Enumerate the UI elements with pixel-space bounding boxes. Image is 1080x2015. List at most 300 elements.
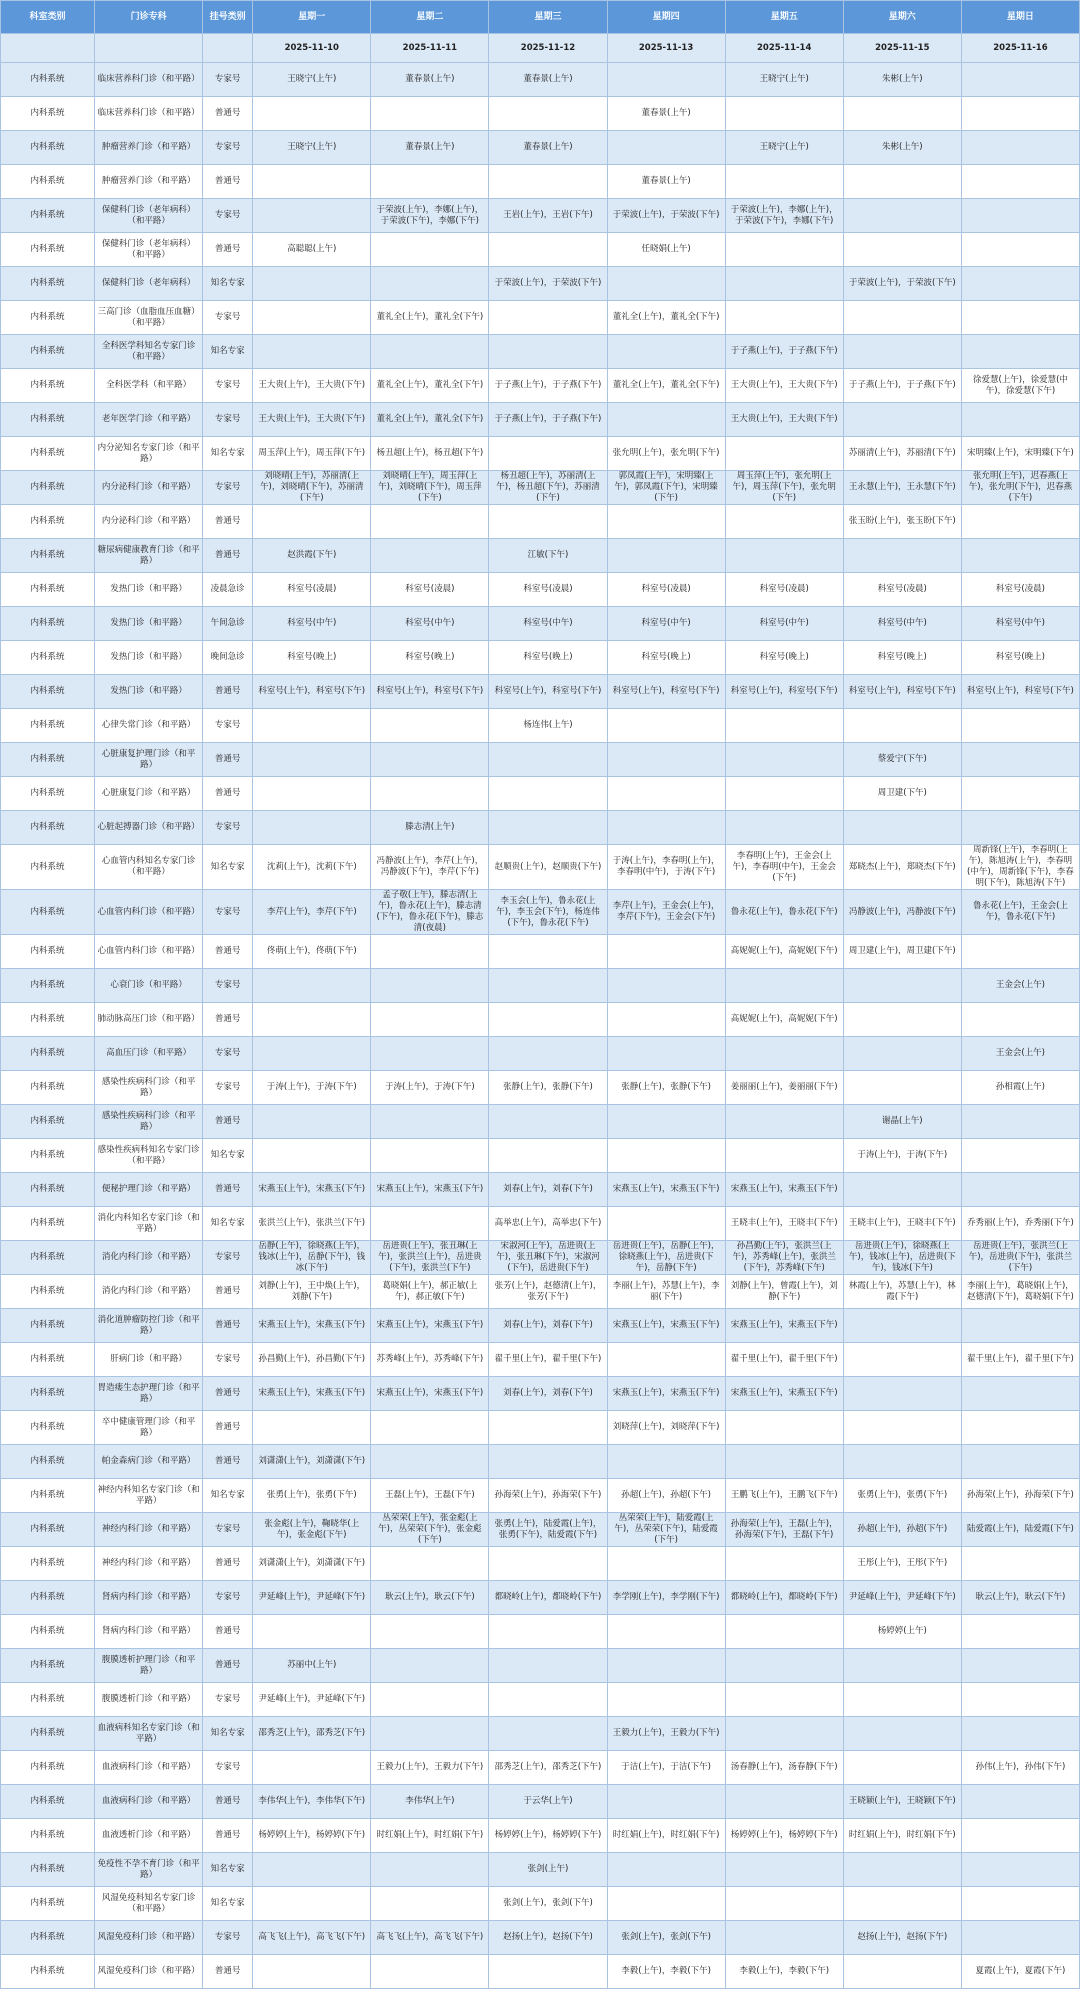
mon-cell bbox=[253, 165, 371, 199]
reg-type-cell: 凌晨急诊 bbox=[203, 573, 253, 607]
dept-category-cell: 内科系统 bbox=[1, 1003, 95, 1037]
dept-category-cell: 内科系统 bbox=[1, 1513, 95, 1547]
reg-type-cell: 知名专家 bbox=[203, 1887, 253, 1921]
table-row bbox=[1, 267, 1080, 301]
sat-cell bbox=[843, 969, 961, 1003]
header-monday: 星期一 bbox=[253, 1, 371, 34]
clinic-cell: 三高门诊（血脂血压血糖）（和平路） bbox=[95, 301, 203, 335]
sun-cell bbox=[961, 1309, 1079, 1343]
reg-type-cell: 专家号 bbox=[203, 1343, 253, 1377]
dept-category-cell: 内科系统 bbox=[1, 777, 95, 811]
sun-cell bbox=[961, 1377, 1079, 1411]
mon-cell: 李伟华(上午)，李伟华(下午) bbox=[253, 1785, 371, 1819]
fri-cell: 李毅(上午)，李毅(下午) bbox=[725, 1955, 843, 1989]
fri-cell: 于子燕(上午)，于子燕(下午) bbox=[725, 335, 843, 369]
sun-cell bbox=[961, 131, 1079, 165]
reg-type-cell: 专家号 bbox=[203, 1581, 253, 1615]
reg-type-cell: 专家号 bbox=[203, 890, 253, 935]
wed-cell bbox=[489, 1717, 607, 1751]
tue-cell: 董春景(上午) bbox=[371, 131, 489, 165]
fri-cell bbox=[725, 539, 843, 573]
wed-cell bbox=[489, 969, 607, 1003]
table-row bbox=[1, 1649, 1080, 1683]
reg-type-cell: 普通号 bbox=[203, 1309, 253, 1343]
wed-cell bbox=[489, 301, 607, 335]
mon-cell bbox=[253, 335, 371, 369]
header-saturday: 星期六 bbox=[843, 1, 961, 34]
tue-cell: 苏秀峰(上午)，苏秀峰(下午) bbox=[371, 1343, 489, 1377]
dept-category-cell: 内科系统 bbox=[1, 1275, 95, 1309]
wed-cell bbox=[489, 505, 607, 539]
wed-cell: 刘春(上午)，刘春(下午) bbox=[489, 1377, 607, 1411]
clinic-cell: 心脏康复护理门诊（和平路） bbox=[95, 743, 203, 777]
wed-cell bbox=[489, 335, 607, 369]
thu-cell bbox=[607, 1003, 725, 1037]
thu-cell bbox=[607, 505, 725, 539]
sun-cell bbox=[961, 1921, 1079, 1955]
tue-cell bbox=[371, 97, 489, 131]
dept-category-cell: 内科系统 bbox=[1, 1173, 95, 1207]
wed-cell bbox=[489, 1003, 607, 1037]
reg-type-cell: 专家号 bbox=[203, 471, 253, 505]
sun-cell bbox=[961, 1649, 1079, 1683]
sat-cell bbox=[843, 1071, 961, 1105]
clinic-cell: 感染性疾病科门诊（和平路） bbox=[95, 1105, 203, 1139]
fri-cell bbox=[725, 233, 843, 267]
clinic-cell: 保健科门诊（老年病科） bbox=[95, 267, 203, 301]
mon-cell bbox=[253, 811, 371, 845]
fri-cell bbox=[725, 1683, 843, 1717]
wed-cell bbox=[489, 1615, 607, 1649]
table-row bbox=[1, 1581, 1080, 1615]
thu-cell: 王毅力(上午)，王毅力(下午) bbox=[607, 1717, 725, 1751]
reg-type-cell: 普通号 bbox=[203, 1445, 253, 1479]
tue-cell bbox=[371, 1139, 489, 1173]
table-row bbox=[1, 845, 1080, 890]
wed-cell: 张勇(上午)，陆爱霞(上午)，张勇(下午)，陆爱霞(下午) bbox=[489, 1513, 607, 1547]
table-row bbox=[1, 777, 1080, 811]
clinic-cell: 肿瘤营养门诊（和平路） bbox=[95, 131, 203, 165]
sat-cell bbox=[843, 403, 961, 437]
table-row bbox=[1, 63, 1080, 97]
tue-cell bbox=[371, 539, 489, 573]
mon-cell: 张金彪(上午)，鞠晓华(上午)，张金彪(下午) bbox=[253, 1513, 371, 1547]
clinic-cell: 腹膜透析护理门诊（和平路） bbox=[95, 1649, 203, 1683]
clinic-cell: 临床营养科门诊（和平路） bbox=[95, 97, 203, 131]
dept-category-cell: 内科系统 bbox=[1, 301, 95, 335]
sat-cell: 林霞(上午)，苏慧(上午)，林霞(下午) bbox=[843, 1275, 961, 1309]
reg-type-cell: 普通号 bbox=[203, 1275, 253, 1309]
thu-cell bbox=[607, 1887, 725, 1921]
sat-cell bbox=[843, 1343, 961, 1377]
wed-cell: 杨丑超(上午)，苏丽清(上午)，杨丑超(下午)，苏丽清(下午) bbox=[489, 471, 607, 505]
clinic-cell: 心律失常门诊（和平路） bbox=[95, 709, 203, 743]
sun-cell bbox=[961, 1547, 1079, 1581]
sun-cell bbox=[961, 743, 1079, 777]
tue-cell bbox=[371, 267, 489, 301]
clinic-cell: 风湿免疫科门诊（和平路） bbox=[95, 1955, 203, 1989]
sat-cell: 朱彬(上午) bbox=[843, 131, 961, 165]
header-tuesday: 星期二 bbox=[371, 1, 489, 34]
fri-cell: 王晓宁(上午) bbox=[725, 131, 843, 165]
reg-type-cell: 普通号 bbox=[203, 1955, 253, 1989]
wed-cell bbox=[489, 437, 607, 471]
sun-cell bbox=[961, 1683, 1079, 1717]
dept-category-cell: 内科系统 bbox=[1, 267, 95, 301]
fri-cell: 周玉萍(上午)，张允明(上午)，周玉萍(下午)，张允明(下午) bbox=[725, 471, 843, 505]
mon-cell bbox=[253, 267, 371, 301]
reg-type-cell: 普通号 bbox=[203, 1003, 253, 1037]
sat-cell: 冯静波(上午)，冯静波(下午) bbox=[843, 890, 961, 935]
date-blank bbox=[95, 34, 203, 63]
thu-cell: 丛荣荣(上午)，陆爱霞(上午)，丛荣荣(下午)，陆爱霞(下午) bbox=[607, 1513, 725, 1547]
wed-cell bbox=[489, 233, 607, 267]
reg-type-cell: 普通号 bbox=[203, 1411, 253, 1445]
wed-cell: 宋淑河(上午)，岳进贵(上午)，张丑琳(下午)，宋淑河(下午)，岳进贵(下午) bbox=[489, 1241, 607, 1275]
dept-category-cell: 内科系统 bbox=[1, 675, 95, 709]
wed-cell bbox=[489, 1683, 607, 1717]
reg-type-cell: 专家号 bbox=[203, 1921, 253, 1955]
sat-cell bbox=[843, 1853, 961, 1887]
wed-cell bbox=[489, 1037, 607, 1071]
sat-cell: 于子燕(上午)，于子燕(下午) bbox=[843, 369, 961, 403]
mon-cell: 赵洪霞(下午) bbox=[253, 539, 371, 573]
mon-cell bbox=[253, 1037, 371, 1071]
wed-cell bbox=[489, 165, 607, 199]
wed-cell: 张剑(上午)，张剑(下午) bbox=[489, 1887, 607, 1921]
reg-type-cell: 知名专家 bbox=[203, 335, 253, 369]
thu-cell: 董礼全(上午)，董礼全(下午) bbox=[607, 301, 725, 335]
table-row bbox=[1, 1615, 1080, 1649]
mon-cell: 高聪聪(上午) bbox=[253, 233, 371, 267]
clinic-cell: 发热门诊（和平路） bbox=[95, 675, 203, 709]
fri-cell: 王大贵(上午)，王大贵(下午) bbox=[725, 403, 843, 437]
dept-category-cell: 内科系统 bbox=[1, 1343, 95, 1377]
mon-cell: 王晓宁(上午) bbox=[253, 63, 371, 97]
mon-cell: 王晓宁(上午) bbox=[253, 131, 371, 165]
table-row bbox=[1, 890, 1080, 935]
clinic-cell: 高血压门诊（和平路） bbox=[95, 1037, 203, 1071]
sun-cell: 陆爱霞(上午)，陆爱霞(下午) bbox=[961, 1513, 1079, 1547]
thu-cell bbox=[607, 1139, 725, 1173]
date-cell: 2025-11-15 bbox=[843, 34, 961, 63]
clinic-cell: 糖尿病健康教育门诊（和平路） bbox=[95, 539, 203, 573]
table-row bbox=[1, 97, 1080, 131]
sun-cell bbox=[961, 709, 1079, 743]
dept-category-cell: 内科系统 bbox=[1, 1649, 95, 1683]
dept-category-cell: 内科系统 bbox=[1, 97, 95, 131]
thu-cell bbox=[607, 1445, 725, 1479]
sat-cell bbox=[843, 539, 961, 573]
clinic-cell: 内分泌知名专家门诊（和平路） bbox=[95, 437, 203, 471]
wed-cell bbox=[489, 935, 607, 969]
clinic-cell: 帕金森病门诊（和平路） bbox=[95, 1445, 203, 1479]
wed-cell: 董春景(上午) bbox=[489, 63, 607, 97]
clinic-cell: 心血管内科门诊（和平路） bbox=[95, 890, 203, 935]
tue-cell: 刘晓晴(上午)，周玉萍(上午)，刘晓晴(下午)，周玉萍(下午) bbox=[371, 471, 489, 505]
clinic-cell: 便秘护理门诊（和平路） bbox=[95, 1173, 203, 1207]
thu-cell: 于洁(上午)，于洁(下午) bbox=[607, 1751, 725, 1785]
reg-type-cell: 普通号 bbox=[203, 935, 253, 969]
fri-cell: 宋燕玉(上午)，宋燕玉(下午) bbox=[725, 1377, 843, 1411]
sun-cell bbox=[961, 1853, 1079, 1887]
reg-type-cell: 普通号 bbox=[203, 233, 253, 267]
sat-cell bbox=[843, 335, 961, 369]
fri-cell bbox=[725, 1105, 843, 1139]
mon-cell bbox=[253, 709, 371, 743]
tue-cell bbox=[371, 1547, 489, 1581]
table-row bbox=[1, 1785, 1080, 1819]
date-row bbox=[1, 34, 1080, 63]
sat-cell: 杨婷婷(上午) bbox=[843, 1615, 961, 1649]
tue-cell: 科室号(中午) bbox=[371, 607, 489, 641]
reg-type-cell: 专家号 bbox=[203, 1241, 253, 1275]
table-row bbox=[1, 1037, 1080, 1071]
reg-type-cell: 知名专家 bbox=[203, 1853, 253, 1887]
mon-cell: 科室号(晚上) bbox=[253, 641, 371, 675]
sat-cell bbox=[843, 1377, 961, 1411]
clinic-cell: 血液透析门诊（和平路） bbox=[95, 1819, 203, 1853]
tue-cell: 于涛(上午)，于涛(下午) bbox=[371, 1071, 489, 1105]
table-row bbox=[1, 1343, 1080, 1377]
fri-cell bbox=[725, 1615, 843, 1649]
sat-cell: 王彤(上午)，王彤(下午) bbox=[843, 1547, 961, 1581]
thu-cell: 董春景(上午) bbox=[607, 165, 725, 199]
thu-cell: 宋燕玉(上午)，宋燕玉(下午) bbox=[607, 1173, 725, 1207]
reg-type-cell: 知名专家 bbox=[203, 1207, 253, 1241]
sun-cell bbox=[961, 335, 1079, 369]
sun-cell bbox=[961, 539, 1079, 573]
dept-category-cell: 内科系统 bbox=[1, 335, 95, 369]
tue-cell bbox=[371, 777, 489, 811]
sat-cell bbox=[843, 1887, 961, 1921]
wed-cell bbox=[489, 1445, 607, 1479]
thu-cell bbox=[607, 1547, 725, 1581]
sat-cell: 蔡爱宁(下午) bbox=[843, 743, 961, 777]
sat-cell: 岳进贵(上午)，徐晓燕(上午)，钱冰(上午)，岳进贵(下午)，钱冰(下午) bbox=[843, 1241, 961, 1275]
fri-cell bbox=[725, 1411, 843, 1445]
wed-cell: 张剑(上午) bbox=[489, 1853, 607, 1887]
tue-cell: 李伟华(上午) bbox=[371, 1785, 489, 1819]
sat-cell: 于涛(上午)，于涛(下午) bbox=[843, 1139, 961, 1173]
thu-cell: 李芹(上午)，王金会(上午)，李芹(下午)，王金会(下午) bbox=[607, 890, 725, 935]
dept-category-cell: 内科系统 bbox=[1, 607, 95, 641]
clinic-cell: 感染性疾病科门诊（和平路） bbox=[95, 1071, 203, 1105]
thu-cell bbox=[607, 335, 725, 369]
clinic-cell: 老年医学门诊（和平路） bbox=[95, 403, 203, 437]
wed-cell: 刘春(上午)，刘春(下午) bbox=[489, 1309, 607, 1343]
reg-type-cell: 专家号 bbox=[203, 369, 253, 403]
wed-cell: 邵秀芝(上午)，邵秀芝(下午) bbox=[489, 1751, 607, 1785]
mon-cell bbox=[253, 1003, 371, 1037]
sun-cell: 张允明(上午)，迟春燕(上午)，张允明(下午)，迟春燕(下午) bbox=[961, 471, 1079, 505]
thu-cell: 宋燕玉(上午)，宋燕玉(下午) bbox=[607, 1377, 725, 1411]
thu-cell: 李毅(上午)，李毅(下午) bbox=[607, 1955, 725, 1989]
thu-cell bbox=[607, 1649, 725, 1683]
table-row bbox=[1, 301, 1080, 335]
date-cell: 2025-11-14 bbox=[725, 34, 843, 63]
clinic-cell: 心衰门诊（和平路） bbox=[95, 969, 203, 1003]
wed-cell: 赵顺贵(上午)，赵顺贵(下午) bbox=[489, 845, 607, 890]
reg-type-cell: 普通号 bbox=[203, 539, 253, 573]
sat-cell bbox=[843, 1717, 961, 1751]
fri-cell: 科室号(上午)，科室号(下午) bbox=[725, 675, 843, 709]
dept-category-cell: 内科系统 bbox=[1, 505, 95, 539]
sat-cell bbox=[843, 1649, 961, 1683]
tue-cell: 宋燕玉(上午)，宋燕玉(下午) bbox=[371, 1377, 489, 1411]
tue-cell: 王磊(上午)，王磊(下午) bbox=[371, 1479, 489, 1513]
reg-type-cell: 普通号 bbox=[203, 1173, 253, 1207]
mon-cell: 孙昌勤(上午)，孙昌勤(下午) bbox=[253, 1343, 371, 1377]
table-row bbox=[1, 935, 1080, 969]
wed-cell bbox=[489, 1649, 607, 1683]
fri-cell: 姜丽丽(上午)，姜丽丽(下午) bbox=[725, 1071, 843, 1105]
sat-cell: 时红娟(上午)，时红娟(下午) bbox=[843, 1819, 961, 1853]
clinic-cell: 血液病科门诊（和平路） bbox=[95, 1785, 203, 1819]
clinic-cell: 全科医学科知名专家门诊（和平路） bbox=[95, 335, 203, 369]
thu-cell: 科室号(晚上) bbox=[607, 641, 725, 675]
sun-cell bbox=[961, 233, 1079, 267]
fri-cell: 科室号(凌晨) bbox=[725, 573, 843, 607]
dept-category-cell: 内科系统 bbox=[1, 63, 95, 97]
sat-cell bbox=[843, 811, 961, 845]
sun-cell: 科室号(中午) bbox=[961, 607, 1079, 641]
dept-category-cell: 内科系统 bbox=[1, 1615, 95, 1649]
date-cell: 2025-11-10 bbox=[253, 34, 371, 63]
clinic-cell: 消化道肿瘤防控门诊（和平路） bbox=[95, 1309, 203, 1343]
thu-cell bbox=[607, 1207, 725, 1241]
sun-cell: 科室号(凌晨) bbox=[961, 573, 1079, 607]
mon-cell: 李芹(上午)，李芹(下午) bbox=[253, 890, 371, 935]
table-row bbox=[1, 1819, 1080, 1853]
dept-category-cell: 内科系统 bbox=[1, 1037, 95, 1071]
reg-type-cell: 知名专家 bbox=[203, 1717, 253, 1751]
wed-cell: 于荣波(上午)，于荣波(下午) bbox=[489, 267, 607, 301]
thu-cell: 李学刚(上午)，李学刚(下午) bbox=[607, 1581, 725, 1615]
table-row bbox=[1, 811, 1080, 845]
sun-cell bbox=[961, 97, 1079, 131]
tue-cell bbox=[371, 709, 489, 743]
fri-cell bbox=[725, 777, 843, 811]
sun-cell bbox=[961, 935, 1079, 969]
mon-cell: 佟萌(上午)，佟萌(下午) bbox=[253, 935, 371, 969]
table-row bbox=[1, 1139, 1080, 1173]
sun-cell: 科室号(晚上) bbox=[961, 641, 1079, 675]
mon-cell: 高飞飞(上午)，高飞飞(下午) bbox=[253, 1921, 371, 1955]
wed-cell bbox=[489, 811, 607, 845]
tue-cell bbox=[371, 1207, 489, 1241]
sun-cell bbox=[961, 403, 1079, 437]
table-row bbox=[1, 1173, 1080, 1207]
fri-cell bbox=[725, 1037, 843, 1071]
sun-cell bbox=[961, 811, 1079, 845]
table-row bbox=[1, 1547, 1080, 1581]
sat-cell: 周卫建(下午) bbox=[843, 777, 961, 811]
dept-category-cell: 内科系统 bbox=[1, 1411, 95, 1445]
fri-cell bbox=[725, 1445, 843, 1479]
dept-category-cell: 内科系统 bbox=[1, 165, 95, 199]
thu-cell bbox=[607, 63, 725, 97]
reg-type-cell: 晚间急诊 bbox=[203, 641, 253, 675]
dept-category-cell: 内科系统 bbox=[1, 1819, 95, 1853]
sun-cell bbox=[961, 777, 1079, 811]
thu-cell bbox=[607, 811, 725, 845]
tue-cell: 董礼全(上午)，董礼全(下午) bbox=[371, 403, 489, 437]
tue-cell: 葛晓娟(上午)，郝正敏(上午)，郝正敏(下午) bbox=[371, 1275, 489, 1309]
table-row bbox=[1, 199, 1080, 233]
wed-cell: 江敏(下午) bbox=[489, 539, 607, 573]
mon-cell bbox=[253, 1887, 371, 1921]
clinic-cell: 保健科门诊（老年病科）（和平路） bbox=[95, 233, 203, 267]
dept-category-cell: 内科系统 bbox=[1, 1479, 95, 1513]
table-row bbox=[1, 233, 1080, 267]
fri-cell bbox=[725, 1547, 843, 1581]
table-row bbox=[1, 641, 1080, 675]
fri-cell bbox=[725, 1853, 843, 1887]
date-cell: 2025-11-12 bbox=[489, 34, 607, 63]
clinic-cell: 肿瘤营养门诊（和平路） bbox=[95, 165, 203, 199]
sat-cell: 科室号(晚上) bbox=[843, 641, 961, 675]
reg-type-cell: 普通号 bbox=[203, 743, 253, 777]
date-blank bbox=[203, 34, 253, 63]
clinic-cell: 内分泌科门诊（和平路） bbox=[95, 505, 203, 539]
wed-cell: 科室号(中午) bbox=[489, 607, 607, 641]
thu-cell: 岳进贵(上午)，岳静(上午)，徐晓燕(上午)，岳进贵(下午)，岳静(下午) bbox=[607, 1241, 725, 1275]
table-row bbox=[1, 335, 1080, 369]
clinic-cell: 全科医学科（和平路） bbox=[95, 369, 203, 403]
date-cell: 2025-11-13 bbox=[607, 34, 725, 63]
table-row bbox=[1, 1309, 1080, 1343]
table-row bbox=[1, 165, 1080, 199]
sat-cell bbox=[843, 1173, 961, 1207]
dept-category-cell: 内科系统 bbox=[1, 1581, 95, 1615]
fri-cell bbox=[725, 505, 843, 539]
reg-type-cell: 普通号 bbox=[203, 675, 253, 709]
clinic-cell: 血液病科知名专家门诊（和平路） bbox=[95, 1717, 203, 1751]
dept-category-cell: 内科系统 bbox=[1, 743, 95, 777]
mon-cell: 科室号(中午) bbox=[253, 607, 371, 641]
wed-cell bbox=[489, 1139, 607, 1173]
header-thursday: 星期四 bbox=[607, 1, 725, 34]
table-row bbox=[1, 1955, 1080, 1989]
dept-category-cell: 内科系统 bbox=[1, 709, 95, 743]
wed-cell: 科室号(凌晨) bbox=[489, 573, 607, 607]
thu-cell bbox=[607, 539, 725, 573]
sun-cell bbox=[961, 1887, 1079, 1921]
thu-cell bbox=[607, 1037, 725, 1071]
table-row bbox=[1, 743, 1080, 777]
mon-cell: 刘潇潇(上午)，刘潇潇(下午) bbox=[253, 1445, 371, 1479]
mon-cell: 刘潇潇(上午)，刘潇潇(下午) bbox=[253, 1547, 371, 1581]
table-row bbox=[1, 1207, 1080, 1241]
dept-category-cell: 内科系统 bbox=[1, 1309, 95, 1343]
thu-cell bbox=[607, 777, 725, 811]
reg-type-cell: 普通号 bbox=[203, 1615, 253, 1649]
mon-cell bbox=[253, 1615, 371, 1649]
sun-cell bbox=[961, 1105, 1079, 1139]
mon-cell: 宋燕玉(上午)，宋燕玉(下午) bbox=[253, 1173, 371, 1207]
table-row bbox=[1, 675, 1080, 709]
dept-category-cell: 内科系统 bbox=[1, 1751, 95, 1785]
tue-cell: 董礼全(上午)，董礼全(下午) bbox=[371, 369, 489, 403]
thu-cell bbox=[607, 935, 725, 969]
dept-category-cell: 内科系统 bbox=[1, 1955, 95, 1989]
fri-cell: 科室号(中午) bbox=[725, 607, 843, 641]
thu-cell: 孙超(上午)，孙超(下午) bbox=[607, 1479, 725, 1513]
table-body bbox=[1, 34, 1080, 1989]
wed-cell: 于子燕(上午)，于子燕(下午) bbox=[489, 403, 607, 437]
dept-category-cell: 内科系统 bbox=[1, 1547, 95, 1581]
